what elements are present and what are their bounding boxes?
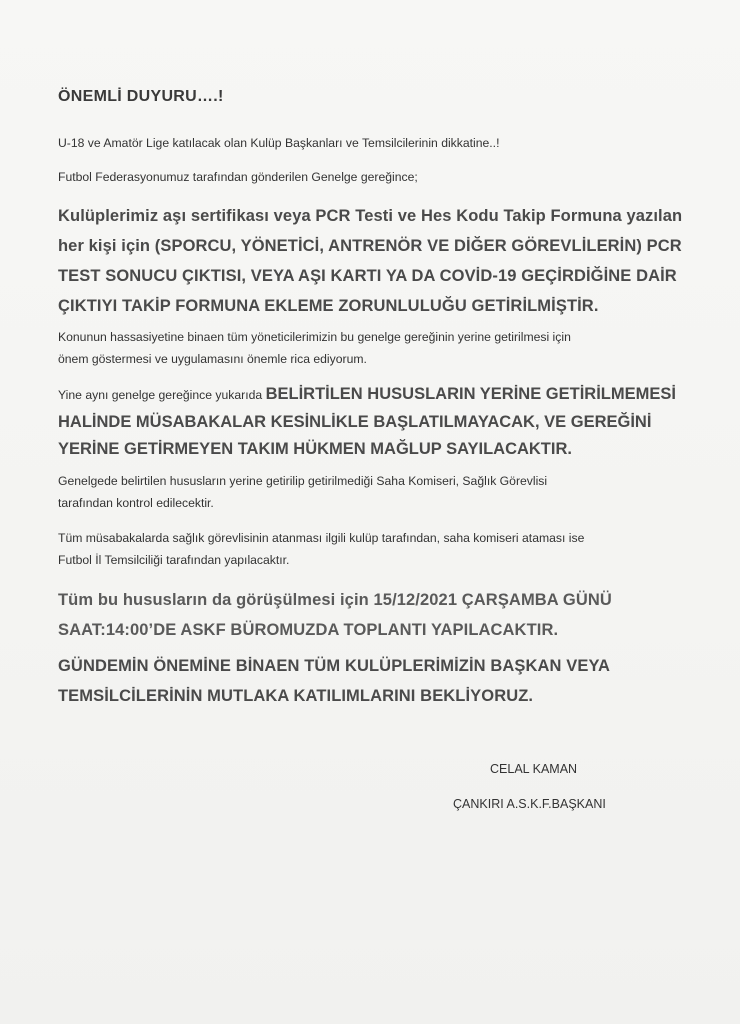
warning-line: YERİNE GETİRMEYEN TAKIM HÜKMEN MAĞLUP SAYILACAKTIR. bbox=[58, 440, 572, 458]
announcement-title: ÖNEMLİ DUYURU….! bbox=[58, 88, 224, 105]
inspection-line: Genelgede belirtilen hususların yerine getirilip getirilmediği Saha Komiseri, Sağlık Görevlisi bbox=[58, 474, 548, 488]
requirement-line: TEST SONUCU ÇIKTISI, VEYA AŞI KARTI YA DA COVİD-19 GEÇİRDİĞİNE DAİR bbox=[58, 267, 677, 285]
requirement-line: ÇIKTIYI TAKİP FORMUNA EKLEME ZORUNLULUĞU GETİRİLMİŞTİR. bbox=[58, 297, 599, 315]
attendance-line: TEMSİLCİLERİNİN MUTLAKA KATILIMLARINI BEKLİYORUZ. bbox=[58, 687, 534, 705]
attendance-paragraph bbox=[58, 651, 698, 711]
intro-paragraph: U-18 ve Amatör Lige katılacak olan Kulüp Başkanları ve Temsilcilerinin dikkatine..! bbox=[58, 136, 500, 150]
circular-reference-paragraph: Futbol Federasyonumuz tarafından gönderilen Genelge gereğince; bbox=[58, 170, 418, 184]
requirement-line: Kulüplerimiz aşı sertifikası veya PCR Testi ve Hes Kodu Takip Formuna yazılan bbox=[58, 207, 683, 225]
attendance-line: GÜNDEMİN ÖNEMİNE BİNAEN TÜM KULÜPLERİMİZİN BAŞKAN VEYA bbox=[58, 657, 611, 675]
warning-lead-text: Yine aynı genelge gereğince yukarıda bbox=[58, 388, 266, 402]
request-line: Konunun hassasiyetine binaen tüm yöneticilerimizin bu genelge gereğinin yerine getirilmesi için bbox=[58, 330, 571, 344]
requirement-line: her kişi için (SPORCU, YÖNETİCİ, ANTRENÖR VE DİĞER GÖREVLİLERİN) PCR bbox=[58, 237, 682, 255]
requirement-paragraph bbox=[58, 201, 698, 321]
warning-bold-text: BELİRTİLEN HUSUSLARIN YERİNE GETİRİLMEMESİ bbox=[265, 385, 676, 403]
inspection-line: tarafından kontrol edilecektir. bbox=[58, 496, 214, 510]
inspection-paragraph bbox=[58, 470, 698, 514]
warning-paragraph bbox=[58, 381, 698, 463]
assignment-line: Futbol İl Temsilciliği tarafından yapılacaktır. bbox=[58, 553, 290, 567]
assignment-line: Tüm müsabakalarda sağlık görevlisinin atanması ilgili kulüp tarafından, saha komiseri ataması ise bbox=[58, 531, 585, 545]
request-paragraph bbox=[58, 326, 698, 370]
warning-line bbox=[58, 381, 698, 409]
meeting-paragraph bbox=[58, 585, 698, 645]
signature-name: CELAL KAMAN bbox=[490, 762, 578, 776]
meeting-line: Tüm bu hususların da görüşülmesi için 15/12/2021 ÇARŞAMBA GÜNÜ bbox=[58, 591, 612, 609]
warning-line: HALİNDE MÜSABAKALAR KESİNLİKLE BAŞLATILMAYACAK, VE GEREĞİNİ bbox=[58, 413, 652, 431]
meeting-line: SAAT:14:00’DE ASKF BÜROMUZDA TOPLANTI YAPILACAKTIR. bbox=[58, 621, 559, 639]
signature-title: ÇANKIRI A.S.K.F.BAŞKANI bbox=[453, 797, 606, 811]
request-line: önem göstermesi ve uygulamasını önemle rica ediyorum. bbox=[58, 352, 367, 366]
assignment-paragraph bbox=[58, 527, 698, 571]
